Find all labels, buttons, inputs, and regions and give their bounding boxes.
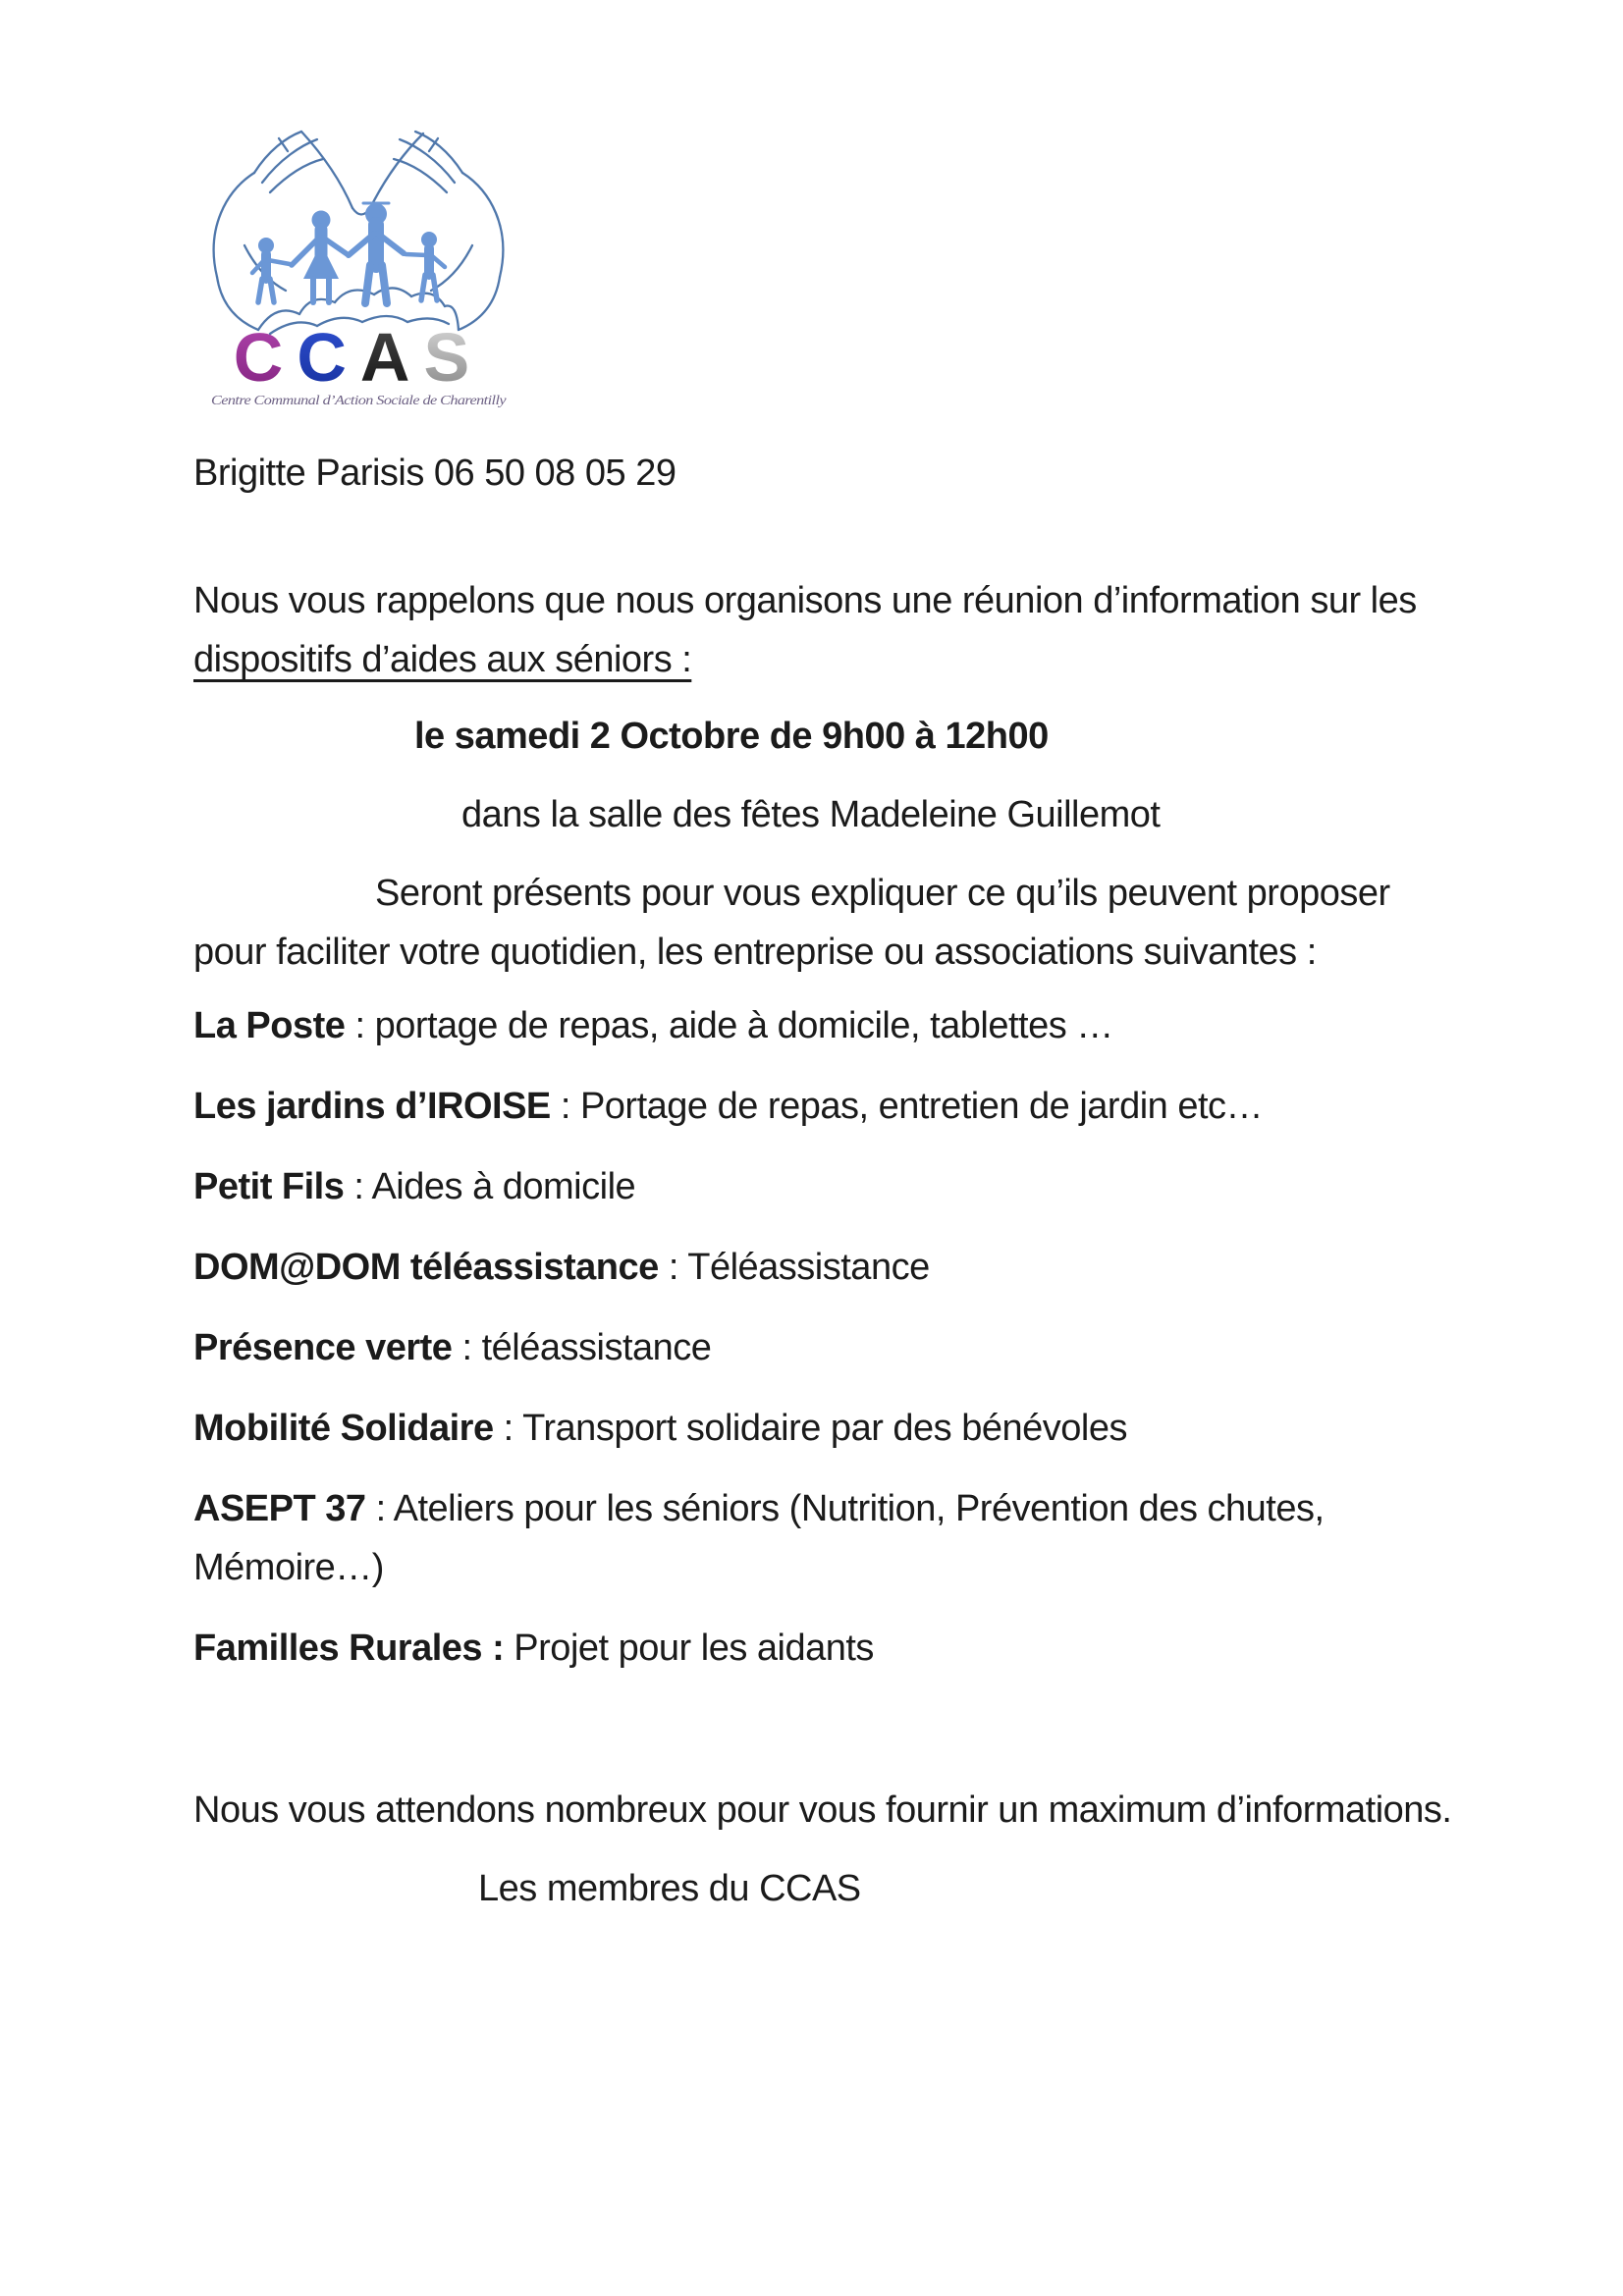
provider-label: DOM@DOM téléassistance <box>193 1247 659 1288</box>
signature-line: Les membres du CCAS <box>478 1868 861 1909</box>
provider-description: Projet pour les aidants <box>504 1628 874 1669</box>
letter-content <box>193 0 1470 1918</box>
ccas-logo-graphic <box>201 130 515 412</box>
provider-description: : Aides à domicile <box>344 1166 636 1207</box>
provider-description: : téléassistance <box>452 1327 712 1368</box>
contact-line: Brigitte Parisis 06 50 08 05 29 <box>193 453 676 494</box>
provider-label: ASEPT 37 <box>193 1488 366 1529</box>
provider-description: : Portage de repas, entretien de jardin etc… <box>550 1086 1264 1127</box>
provider-label: Familles Rurales : <box>193 1628 505 1669</box>
intro-lead-text: Nous vous rappelons que nous organisons une réunion d’information sur les <box>193 580 1417 621</box>
ccas-wordmark <box>234 319 483 396</box>
provider-item-la-poste <box>193 996 1470 1055</box>
provider-label: Présence verte <box>193 1327 453 1368</box>
intro-underlined-text: dispositifs d’aides aux séniors : <box>193 639 692 680</box>
event-date-line: le samedi 2 Octobre de 9h00 à 12h00 <box>414 716 1049 757</box>
provider-item-familles-rurales <box>193 1619 1470 1678</box>
provider-label: Mobilité Solidaire <box>193 1408 494 1449</box>
intro-paragraph <box>193 571 1470 689</box>
provider-item-petit-fils <box>193 1157 1470 1216</box>
provider-label: La Poste <box>193 1005 346 1046</box>
provider-item-jardins-iroise <box>193 1077 1470 1136</box>
provider-item-presence-verte <box>193 1318 1470 1377</box>
provider-description: : Transport solidaire par des bénévoles <box>493 1408 1127 1449</box>
provider-item-dom-dom <box>193 1238 1470 1297</box>
provider-item-asept-37 <box>193 1479 1470 1597</box>
provider-item-mobilite-solidaire <box>193 1399 1470 1458</box>
provider-label: Les jardins d’IROISE <box>193 1086 551 1127</box>
ccas-letter-s: S <box>423 319 484 396</box>
event-venue-line: dans la salle des fêtes Madeleine Guillemot <box>461 794 1161 835</box>
presenters-paragraph: Seront présents pour vous expliquer ce qu’ils peuvent proposer pour faciliter votre quotidien, les entreprise ou associations suivantes : <box>193 873 1390 973</box>
provider-description: : Ateliers pour les séniors (Nutrition, Prévention des chutes, Mémoire…) <box>193 1488 1325 1588</box>
closing-paragraph: Nous vous attendons nombreux pour vous fournir un maximum d’informations. <box>193 1789 1452 1831</box>
logo-subtitle: Centre Communal d’Action Sociale de Charentilly <box>211 394 508 408</box>
provider-description: : Téléassistance <box>658 1247 930 1288</box>
provider-description: : portage de repas, aide à domicile, tablettes … <box>345 1005 1113 1046</box>
ccas-letter-c1: C <box>233 319 298 396</box>
ccas-letter-a: A <box>359 319 424 396</box>
ccas-letter-c2: C <box>297 319 360 396</box>
ccas-logo <box>201 0 515 412</box>
provider-label: Petit Fils <box>193 1166 345 1207</box>
